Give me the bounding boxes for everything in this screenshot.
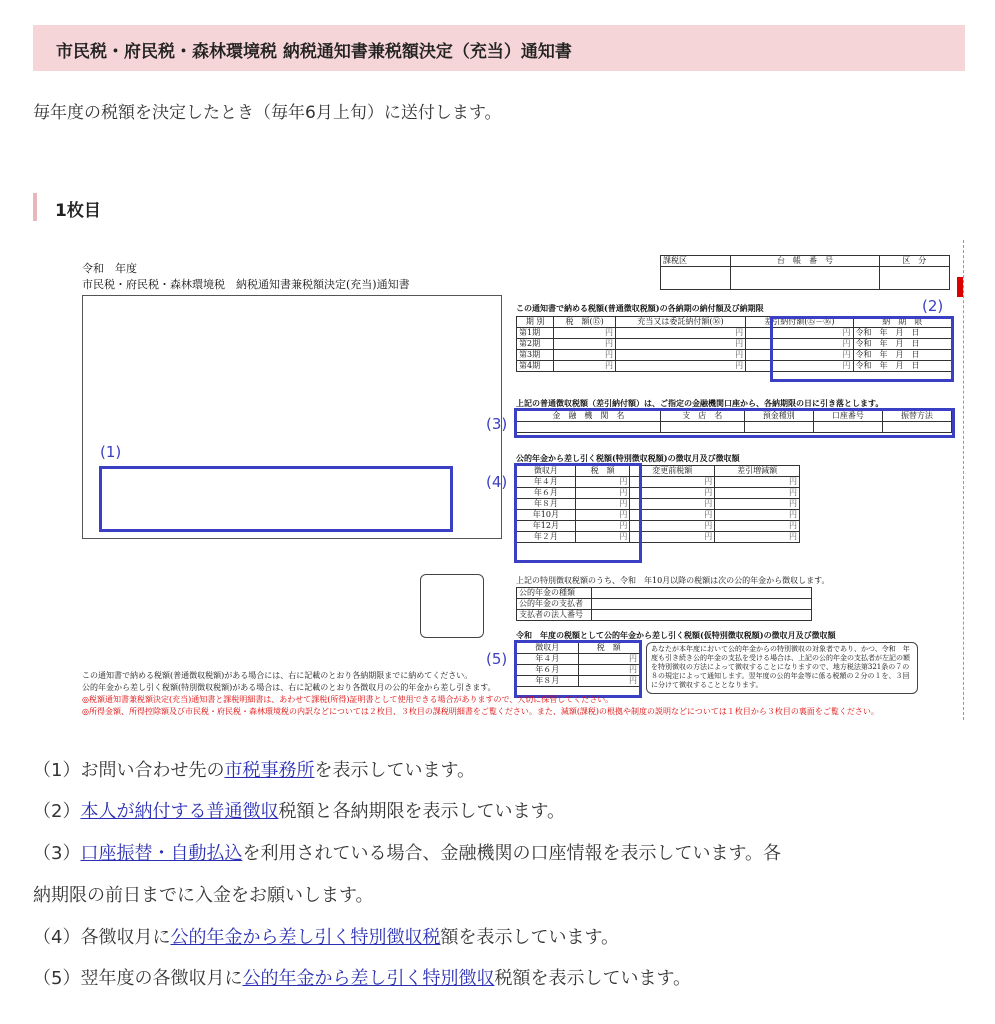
- link-pension-special-collection[interactable]: 公的年金から差し引く特別徴収税: [170, 927, 441, 948]
- subheading: [33, 193, 337, 221]
- marker-box-5: [514, 640, 642, 698]
- text: （5）翌年度の各徴収月に: [33, 968, 243, 989]
- cell: 税 額: [578, 643, 640, 654]
- top-id-table: [660, 255, 950, 290]
- cell: 年２月: [517, 532, 576, 543]
- cell: 徴収月: [517, 643, 579, 654]
- table-row: [517, 588, 812, 599]
- cell: 口座番号: [813, 411, 882, 422]
- text: （4）各徴収月に: [33, 927, 171, 948]
- cell: 円: [715, 510, 800, 521]
- bank-note: 上記の普通徴収税額（差引納付額）は、ご指定の金融機関口座から、各納期限の日に引き落とします。: [516, 398, 884, 408]
- explanation-1: [33, 756, 475, 782]
- section-title-band: [33, 25, 965, 71]
- cell: 円: [746, 361, 853, 372]
- explanation-5: [33, 964, 691, 990]
- cell: 金 融 機 関 名: [517, 411, 661, 422]
- marker-label-4: (4): [486, 473, 508, 491]
- cell: 円: [554, 350, 616, 361]
- cell: [592, 588, 812, 599]
- cell: 税 額(⑮): [554, 317, 616, 328]
- subheading-label: 1枚目: [55, 201, 101, 221]
- cell: 円: [615, 350, 745, 361]
- cell: 納 期 限: [853, 317, 951, 328]
- cell: 差引増減額: [715, 466, 800, 477]
- cell: 円: [575, 499, 630, 510]
- cell: 預金種別: [744, 411, 813, 422]
- cell: 円: [575, 488, 630, 499]
- intro-text: 毎年度の税額を決定したとき（毎年6月上旬）に送付します。: [33, 103, 502, 123]
- cell: [592, 610, 812, 621]
- cell: 円: [715, 477, 800, 488]
- cell: 円: [630, 532, 715, 543]
- explanation-4: [33, 923, 619, 949]
- cell: 令和 年 月 日: [853, 350, 951, 361]
- cell: 年６月: [517, 665, 579, 676]
- cell: 令和 年 月 日: [853, 361, 951, 372]
- cell: 円: [715, 499, 800, 510]
- cell: 税 額: [575, 466, 630, 477]
- footer-note-2: 公的年金から差し引く税額(特別徴収税額)がある場合は、右に記載のとおり各徴収月の公的年金から差し引きます。: [82, 683, 496, 692]
- provisional-note: あなたが本年度において公的年金からの特別徴収の対象者であり、かつ、令和 年度も引き続き公的年金の支払を受ける場合は、上記の公的年金の支払者が左記の額を特別徴収の方法によって徴収することになりますので、地方税法第321条の７の８の規定によって通知します。翌年度の公的年金等に係る税額の２分の１を、３回に分けて徴収することとなります。: [646, 642, 918, 694]
- cell: 円: [554, 328, 616, 339]
- marker-box-3: [514, 408, 955, 438]
- cell: 円: [715, 488, 800, 499]
- after-oct-table: [516, 587, 812, 621]
- cell: [661, 267, 731, 290]
- cell: 第3期: [517, 350, 554, 361]
- text: 税額を表示しています。: [494, 968, 692, 989]
- cell: 年４月: [517, 654, 579, 665]
- cell: 年10月: [517, 510, 576, 521]
- marker-label-2: (2): [922, 297, 944, 315]
- cell: 円: [578, 665, 640, 676]
- cell: 円: [575, 510, 630, 521]
- cell: 第4期: [517, 361, 554, 372]
- footer-note-1: この通知書で納める税額(普通徴収税額)がある場合には、右に記載のとおり各納期限までに納めてください。: [82, 671, 473, 680]
- link-pension-special-collection-next[interactable]: 公的年金から差し引く特別徴収: [242, 968, 495, 989]
- cell: 円: [746, 350, 853, 361]
- marker-label-5: (5): [486, 650, 508, 668]
- footer-note-4: ◎所得金額、所得控除額及び市民税・府民税・森林環境税の内訳などについては２枚目、３枚目の課税明細書をご覧ください。また、減額(課税)の根拠や制度の説明などについては１枚目から３枚目の裏面をご覧ください。: [82, 707, 879, 716]
- cell: 令和 年 月 日: [853, 328, 951, 339]
- pension-heading: 公的年金から差し引く税額(特別徴収税額)の徴収月及び徴収額: [516, 453, 740, 463]
- cell: [731, 267, 879, 290]
- link-ordinary-collection[interactable]: 本人が納付する普通徴収: [80, 801, 279, 822]
- marker-box-1: [99, 466, 453, 532]
- form-era-year: 令和 年度: [82, 262, 137, 275]
- cell: 公的年金の支払者: [517, 599, 592, 610]
- cell: 円: [554, 361, 616, 372]
- text: 税額と各納期限を表示しています。: [278, 801, 566, 822]
- cell: 徴収月: [517, 466, 576, 477]
- cell: 円: [630, 499, 715, 510]
- cell: 円: [554, 339, 616, 350]
- cell: 差引納付額(⑮－⑯): [746, 317, 853, 328]
- cell: 公的年金の種類: [517, 588, 592, 599]
- cell: [592, 599, 812, 610]
- footer-note-3: ◎税額通知書兼税額決定(充当)通知書と課税明細書は、あわせて課税(所得)証明書として使用できる場合がありますので、大切に保管してください。: [82, 695, 614, 704]
- cell: 区 分: [879, 256, 949, 267]
- cell: 変更前税額: [630, 466, 715, 477]
- cell: 課税区: [661, 256, 731, 267]
- cell: 支 店 名: [660, 411, 744, 422]
- cell: 円: [615, 328, 745, 339]
- text: を利用されている場合、金融機関の口座情報を表示しています。各: [242, 843, 782, 864]
- cell: 年８月: [517, 676, 579, 687]
- text: （3）: [33, 843, 81, 864]
- table-row: [517, 599, 812, 610]
- form-title: 市民税・府民税・森林環境税 納税通知書兼税額決定(充当)通知書: [82, 278, 410, 291]
- cell: 円: [575, 532, 630, 543]
- cell: [879, 267, 949, 290]
- cell: 円: [578, 654, 640, 665]
- cell: 円: [715, 521, 800, 532]
- marker-box-2: [770, 316, 954, 382]
- cell: 円: [578, 676, 640, 687]
- text: を表示しています。: [314, 760, 476, 781]
- cell: 円: [630, 488, 715, 499]
- cell: 円: [615, 361, 745, 372]
- cell: 令和 年 月 日: [853, 339, 951, 350]
- tax-notice-form-image: [82, 240, 967, 720]
- cell: 台 帳 番 号: [731, 256, 879, 267]
- cell: 期 別: [517, 317, 554, 328]
- link-tax-office[interactable]: 市税事務所: [224, 760, 315, 781]
- provisional-heading: 令和 年度の税額として公的年金から差し引く税額(仮特別徴収税額)の徴収月及び徴収額: [516, 630, 836, 640]
- link-account-transfer[interactable]: 口座振替・自動払込: [80, 843, 243, 864]
- cell: 円: [615, 339, 745, 350]
- cell: 円: [746, 339, 853, 350]
- cell: 年８月: [517, 499, 576, 510]
- cell: 円: [630, 510, 715, 521]
- cell: 第1期: [517, 328, 554, 339]
- text: 額を表示しています。: [440, 927, 620, 948]
- cell: 年12月: [517, 521, 576, 532]
- text: （1）お問い合わせ先の: [33, 760, 225, 781]
- cell: 円: [575, 477, 630, 488]
- cell: 支払者の法人番号: [517, 610, 592, 621]
- text: （2）: [33, 801, 81, 822]
- cell: 円: [630, 521, 715, 532]
- cell: 円: [746, 328, 853, 339]
- ordinary-heading: この通知書で納める税額(普通徴収税額)の各納期の納付額及び納期限: [516, 303, 764, 313]
- cell: 年４月: [517, 477, 576, 488]
- cell: 第2期: [517, 339, 554, 350]
- section-title: 市民税・府民税・森林環境税 納税通知書兼税額決定（充当）通知書: [56, 42, 572, 62]
- explanation-2: [33, 797, 565, 823]
- cell: 円: [575, 521, 630, 532]
- perforation-line: [963, 240, 964, 720]
- table-row: [517, 610, 812, 621]
- marker-box-4: [514, 463, 642, 563]
- cell: 充当又は委託納付額(⑯): [615, 317, 745, 328]
- marker-label-3: (3): [486, 415, 508, 433]
- cell: 年６月: [517, 488, 576, 499]
- explanation-3: [33, 839, 781, 865]
- cell: 円: [630, 477, 715, 488]
- after-oct-note: 上記の特別徴収税額のうち、令和 年10月以降の税額は次の公的年金から徴収します。: [516, 576, 830, 585]
- cell: 円: [715, 532, 800, 543]
- marker-label-1: (1): [100, 443, 122, 461]
- stamp-box: [420, 574, 484, 638]
- cell: 振替方法: [882, 411, 951, 422]
- explanation-3-line2: 納期限の前日までに入金をお願いします。: [33, 885, 374, 906]
